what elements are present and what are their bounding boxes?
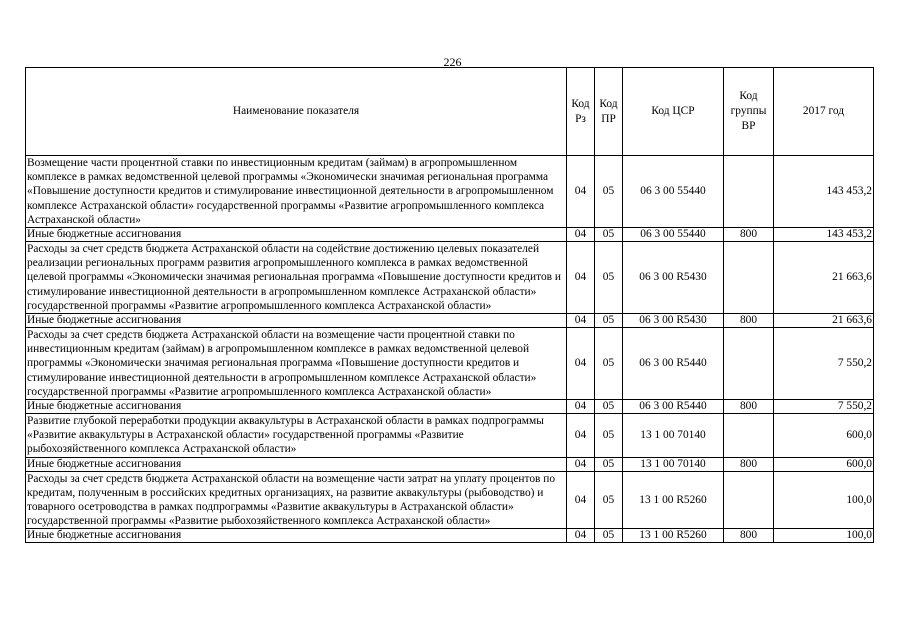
row-vr: [724, 471, 774, 529]
row-pr: 05: [595, 242, 623, 314]
row-pr: 05: [595, 400, 623, 414]
row-csr: 06 3 00 R5430: [623, 314, 724, 328]
row-sum: 21 663,6: [774, 314, 874, 328]
row-sum: 143 453,2: [774, 156, 874, 228]
row-vr: 800: [724, 228, 774, 242]
row-name: Иные бюджетные ассигнования: [26, 529, 567, 543]
row-rz: 04: [567, 529, 595, 543]
row-sum: 100,0: [774, 471, 874, 529]
row-pr: 05: [595, 414, 623, 458]
row-csr: 06 3 00 55440: [623, 228, 724, 242]
row-csr: 13 1 00 R5260: [623, 471, 724, 529]
row-pr: 05: [595, 328, 623, 400]
row-sum: 7 550,2: [774, 400, 874, 414]
table-row: [26, 242, 874, 314]
table-row: [26, 328, 874, 400]
header-year: 2017 год: [774, 68, 874, 156]
row-name: Иные бюджетные ассигнования: [26, 400, 567, 414]
row-name: Возмещение части процентной ставки по инвестиционным кредитам (займам) в агропромышленном комплексе в рамках ведомственной целевой программы «Экономически значимая региональная программа «Повышение доступности кредитов и стимулирование инвестиционной деятельности в агропромышленном комплексе Астраханской области» государственной программы «Развитие агропромышленного комплекса Астраханской области»: [26, 156, 567, 228]
table-header-row: [26, 68, 874, 156]
row-name: Расходы за счет средств бюджета Астраханской области на возмещение части процентной ставки по инвестиционным кредитам (займам) в агропромышленном комплексе в рамках ведомственной целевой программы «Экономически значимая региональная программа «Повышение доступности кредитов и стимулирование инвестиционной деятельности в агропромышленном комплексе Астраханской области» государственной программы «Развитие агропромышленного комплекса Астраханской области»: [26, 328, 567, 400]
row-vr: [724, 242, 774, 314]
row-csr: 06 3 00 R5440: [623, 400, 724, 414]
row-name: Иные бюджетные ассигнования: [26, 457, 567, 471]
table-row: [26, 400, 874, 414]
row-sum: 600,0: [774, 457, 874, 471]
row-csr: 06 3 00 R5430: [623, 242, 724, 314]
row-rz: 04: [567, 156, 595, 228]
header-name: Наименование показателя: [26, 68, 567, 156]
row-rz: 04: [567, 228, 595, 242]
table-row: [26, 414, 874, 458]
row-sum: 100,0: [774, 529, 874, 543]
header-rz: Код Рз: [567, 68, 595, 156]
budget-table: [25, 67, 874, 543]
row-sum: 143 453,2: [774, 228, 874, 242]
row-name: Иные бюджетные ассигнования: [26, 314, 567, 328]
row-pr: 05: [595, 457, 623, 471]
header-csr: Код ЦСР: [623, 68, 724, 156]
row-name: Иные бюджетные ассигнования: [26, 228, 567, 242]
header-vr: Код группы ВР: [724, 68, 774, 156]
row-vr: [724, 156, 774, 228]
row-vr: [724, 414, 774, 458]
table-row: [26, 156, 874, 228]
row-vr: 800: [724, 529, 774, 543]
row-rz: 04: [567, 242, 595, 314]
row-pr: 05: [595, 156, 623, 228]
row-csr: 06 3 00 R5440: [623, 328, 724, 400]
row-name: Расходы за счет средств бюджета Астраханской области на содействие достижению целевых показателей реализации региональных программ развития агропромышленного комплекса в рамках ведомственной целевой программы «Экономически значимая региональная программа «Повышение доступности кредитов и стимулирование инвестиционной деятельности в агропромышленном комплексе Астраханской области» государственной программы «Развитие агропромышленного комплекса Астраханской области»: [26, 242, 567, 314]
row-vr: 800: [724, 457, 774, 471]
row-csr: 13 1 00 70140: [623, 414, 724, 458]
row-vr: [724, 328, 774, 400]
table-row: [26, 471, 874, 529]
row-rz: 04: [567, 400, 595, 414]
row-csr: 13 1 00 R5260: [623, 529, 724, 543]
table-row: [26, 529, 874, 543]
row-rz: 04: [567, 457, 595, 471]
row-sum: 600,0: [774, 414, 874, 458]
row-rz: 04: [567, 314, 595, 328]
row-sum: 21 663,6: [774, 242, 874, 314]
row-rz: 04: [567, 414, 595, 458]
row-vr: 800: [724, 400, 774, 414]
row-name: Развитие глубокой переработки продукции аквакультуры в Астраханской области в рамках подпрограммы «Развитие аквакультуры в Астраханской области» государственной программы «Развитие рыбохозяйственного комплекса Астраханской области»: [26, 414, 567, 458]
table-row: [26, 314, 874, 328]
row-csr: 13 1 00 70140: [623, 457, 724, 471]
row-pr: 05: [595, 471, 623, 529]
row-pr: 05: [595, 314, 623, 328]
page-number: 226: [443, 55, 462, 69]
header-pr: Код ПР: [595, 68, 623, 156]
table-row: [26, 457, 874, 471]
table-row: [26, 228, 874, 242]
row-sum: 7 550,2: [774, 328, 874, 400]
row-rz: 04: [567, 471, 595, 529]
row-pr: 05: [595, 529, 623, 543]
row-rz: 04: [567, 328, 595, 400]
row-vr: 800: [724, 314, 774, 328]
row-pr: 05: [595, 228, 623, 242]
row-name: Расходы за счет средств бюджета Астраханской области на возмещение части затрат на уплату процентов по кредитам, полученным в российских кредитных организациях, на развитие аквакультуры (рыбоводство) и товарного осетроводства в рамках подпрограммы «Развитие аквакультуры в Астраханской области» государственной программы «Развитие рыбохозяйственного комплекса Астраханской области»: [26, 471, 567, 529]
row-csr: 06 3 00 55440: [623, 156, 724, 228]
